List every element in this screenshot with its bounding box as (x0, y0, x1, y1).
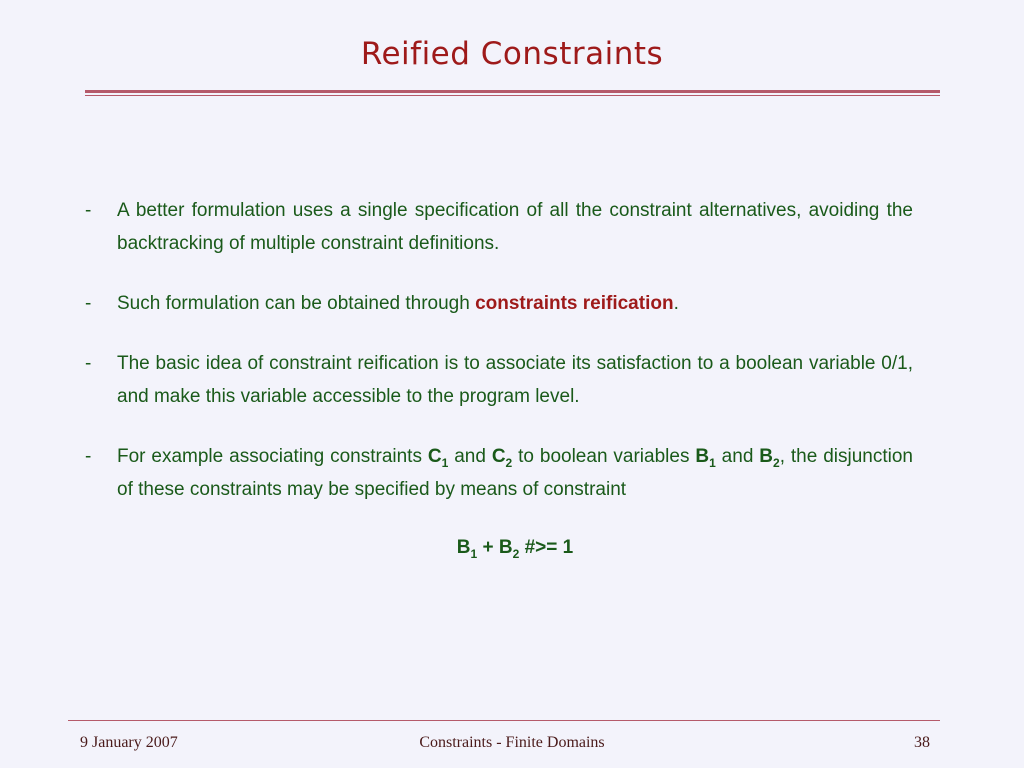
title-divider (85, 90, 940, 96)
bullet-4 (85, 440, 913, 506)
bullet-4-text-1: For example associating constraints (117, 446, 428, 467)
bullet-2-emphasis: constraints reification (475, 293, 674, 314)
bullet-3-text: The basic idea of constraint reification is to associate its satisfaction to a boolean variable 0/1, and make this variable accessible to the program level. (117, 353, 913, 407)
bullet-4-text-5: , the disjunction of these constraints may be specified by means of constraint (117, 446, 913, 500)
variable-b1: $B_1$ (695, 446, 716, 470)
bullet-2-text-pre: Such formulation can be obtained through (117, 293, 476, 314)
footer-course-title: Constraints - Finite Domains (419, 734, 605, 751)
bullet-dash: - (85, 200, 92, 221)
constraint-c1: $C_1$ (427, 446, 449, 470)
formula: $B_1 + B_2$ #>= 1 (456, 537, 574, 561)
bullet-dash: - (85, 446, 92, 467)
bullet-3 (85, 347, 913, 413)
bullet-4-text-2: and (448, 446, 492, 467)
footer-page-number: 38 (914, 734, 930, 751)
slide-title: Reified Constraints (360, 36, 664, 72)
bullet-4-text-4: and (715, 446, 760, 467)
bullet-2-text-post: . (673, 293, 679, 314)
bullet-4-text-3: to boolean variables (512, 446, 696, 467)
bullet-dash: - (85, 293, 92, 314)
bullet-dash: - (85, 353, 92, 374)
variable-b2: $B_2$ (759, 446, 780, 470)
bullet-1-text: A better formulation uses a single specification of all the constraint alternatives, avoiding the backtracking of multiple constraint definitions. (117, 200, 913, 254)
footer-divider (68, 720, 940, 721)
slide-body (85, 194, 913, 564)
constraint-c2: $C_2$ (491, 446, 513, 470)
footer-date: 9 January 2007 (80, 734, 178, 751)
bullet-1 (85, 194, 913, 260)
bullet-2 (85, 287, 913, 320)
